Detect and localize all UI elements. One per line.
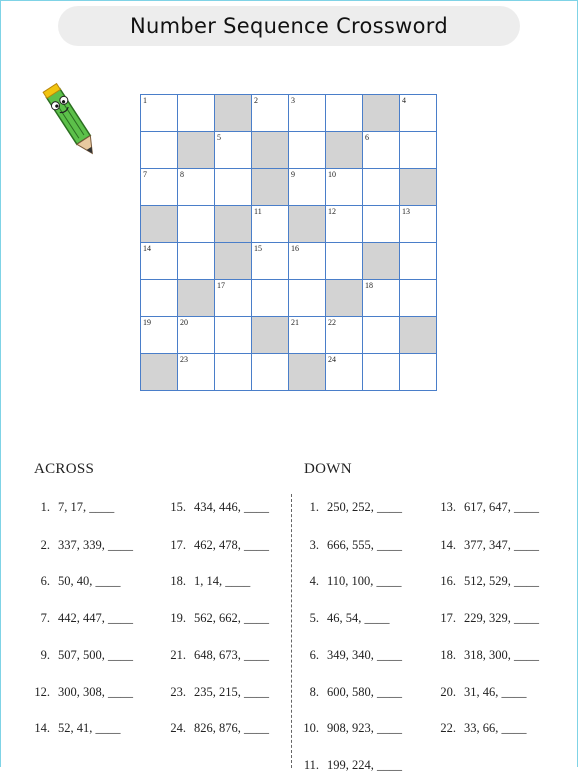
grid-cell[interactable] <box>326 169 363 206</box>
pencil-icon <box>40 74 100 164</box>
clue-number: 22. <box>440 721 456 735</box>
grid-cell[interactable] <box>215 317 252 354</box>
grid-cell[interactable] <box>289 280 326 317</box>
clue-sequence: 7, 17, ____ <box>58 500 115 514</box>
clue-sequence: 512, 529, ____ <box>464 574 539 588</box>
shaded-cell <box>252 169 289 206</box>
grid-cell[interactable] <box>400 132 437 169</box>
cell-number: 23 <box>180 355 188 364</box>
grid-cell[interactable] <box>252 95 289 132</box>
grid-cell[interactable] <box>363 317 400 354</box>
clue-number: 14. <box>440 538 456 552</box>
clue-number: 1. <box>40 500 50 514</box>
shaded-cell <box>141 206 178 243</box>
down-clue <box>297 721 402 736</box>
grid-cell[interactable] <box>215 354 252 391</box>
cell-number: 10 <box>328 170 336 179</box>
clue-sequence: 562, 662, ____ <box>194 611 269 625</box>
cell-number: 17 <box>217 281 225 290</box>
grid-cell[interactable] <box>178 95 215 132</box>
grid-cell[interactable] <box>141 132 178 169</box>
grid-cell[interactable] <box>141 243 178 280</box>
cell-number: 8 <box>180 170 184 179</box>
clue-sequence: 648, 673, ____ <box>194 648 269 662</box>
grid-cell[interactable] <box>141 169 178 206</box>
crossword-grid <box>140 94 437 391</box>
clue-number: 6. <box>40 574 50 588</box>
shaded-cell <box>400 169 437 206</box>
down-clue <box>432 538 539 553</box>
cell-number: 4 <box>402 96 406 105</box>
grid-cell[interactable] <box>400 354 437 391</box>
across-clue <box>162 721 269 736</box>
shaded-cell <box>400 317 437 354</box>
clue-sequence: 666, 555, ____ <box>327 538 402 552</box>
grid-cell[interactable] <box>215 132 252 169</box>
grid-cell[interactable] <box>252 243 289 280</box>
across-heading: ACROSS <box>34 461 95 477</box>
clue-number: 9. <box>40 648 50 662</box>
clue-number: 21. <box>170 648 186 662</box>
shaded-cell <box>289 354 326 391</box>
grid-cell[interactable] <box>326 354 363 391</box>
grid-cell[interactable] <box>363 169 400 206</box>
grid-cell[interactable] <box>215 280 252 317</box>
clue-number: 8. <box>309 685 319 699</box>
clue-sequence: 337, 339, ____ <box>58 538 133 552</box>
grid-cell[interactable] <box>326 317 363 354</box>
shaded-cell <box>252 132 289 169</box>
grid-cell[interactable] <box>289 132 326 169</box>
grid-cell[interactable] <box>178 354 215 391</box>
shaded-cell <box>215 206 252 243</box>
clue-sequence: 377, 347, ____ <box>464 538 539 552</box>
down-clue <box>432 648 539 663</box>
grid-cell[interactable] <box>400 95 437 132</box>
down-clue <box>297 648 402 663</box>
title-bar <box>58 6 520 46</box>
cell-number: 1 <box>143 96 147 105</box>
down-clue <box>432 574 539 589</box>
clue-sequence: 110, 100, ____ <box>327 574 402 588</box>
clue-number: 10. <box>303 721 319 735</box>
grid-cell[interactable] <box>400 280 437 317</box>
grid-cell[interactable] <box>400 206 437 243</box>
clue-sequence: 600, 580, ____ <box>327 685 402 699</box>
clue-sequence: 199, 224, ____ <box>327 758 402 772</box>
clue-sequence: 46, 54, ____ <box>327 611 390 625</box>
cell-number: 16 <box>291 244 299 253</box>
clue-number: 1. <box>309 500 319 514</box>
grid-cell[interactable] <box>363 132 400 169</box>
down-clue <box>432 500 539 515</box>
shaded-cell <box>326 132 363 169</box>
shaded-cell <box>178 132 215 169</box>
clue-sequence: 1, 14, ____ <box>194 574 251 588</box>
clue-number: 23. <box>170 685 186 699</box>
cell-number: 11 <box>254 207 262 216</box>
shaded-cell <box>252 317 289 354</box>
clue-number: 5. <box>309 611 319 625</box>
column-divider <box>291 494 292 768</box>
clue-number: 16. <box>440 574 456 588</box>
clue-number: 7. <box>40 611 50 625</box>
grid-cell[interactable] <box>178 169 215 206</box>
clue-number: 2. <box>40 538 50 552</box>
across-clue <box>28 538 133 553</box>
cell-number: 18 <box>365 281 373 290</box>
clue-sequence: 235, 215, ____ <box>194 685 269 699</box>
clue-sequence: 908, 923, ____ <box>327 721 402 735</box>
shaded-cell <box>363 95 400 132</box>
grid-cell[interactable] <box>252 280 289 317</box>
clue-number: 20. <box>440 685 456 699</box>
clue-sequence: 442, 447, ____ <box>58 611 133 625</box>
shaded-cell <box>141 354 178 391</box>
cell-number: 12 <box>328 207 336 216</box>
clue-number: 11. <box>303 758 319 772</box>
cell-number: 19 <box>143 318 151 327</box>
across-clue <box>28 721 121 736</box>
clue-sequence: 31, 46, ____ <box>464 685 527 699</box>
grid-cell[interactable] <box>289 95 326 132</box>
cell-number: 15 <box>254 244 262 253</box>
across-clue <box>162 574 250 589</box>
cell-number: 13 <box>402 207 410 216</box>
grid-cell[interactable] <box>326 206 363 243</box>
down-clue <box>432 685 527 700</box>
cell-number: 2 <box>254 96 258 105</box>
clue-sequence: 507, 500, ____ <box>58 648 133 662</box>
clue-number: 24. <box>170 721 186 735</box>
across-clue <box>28 500 114 515</box>
clue-number: 17. <box>170 538 186 552</box>
clue-sequence: 300, 308, ____ <box>58 685 133 699</box>
grid-cell[interactable] <box>363 280 400 317</box>
clue-number: 4. <box>309 574 319 588</box>
cell-number: 6 <box>365 133 369 142</box>
clue-sequence: 52, 41, ____ <box>58 721 121 735</box>
across-clue <box>162 648 269 663</box>
cell-number: 20 <box>180 318 188 327</box>
across-clue <box>162 538 269 553</box>
down-clue <box>297 758 402 773</box>
grid-cell[interactable] <box>141 280 178 317</box>
cell-number: 22 <box>328 318 336 327</box>
grid-cell[interactable] <box>289 243 326 280</box>
clue-number: 19. <box>170 611 186 625</box>
cell-number: 24 <box>328 355 336 364</box>
clue-sequence: 434, 446, ____ <box>194 500 269 514</box>
down-clue <box>297 685 402 700</box>
grid-cell[interactable] <box>289 317 326 354</box>
clue-sequence: 229, 329, ____ <box>464 611 539 625</box>
cell-number: 9 <box>291 170 295 179</box>
shaded-cell <box>178 280 215 317</box>
clue-number: 6. <box>309 648 319 662</box>
shaded-cell <box>363 243 400 280</box>
clue-number: 13. <box>440 500 456 514</box>
grid-cell[interactable] <box>326 95 363 132</box>
across-clue <box>162 500 269 515</box>
grid-cell[interactable] <box>141 317 178 354</box>
down-clue <box>297 538 402 553</box>
grid-cell[interactable] <box>252 206 289 243</box>
across-clue <box>28 685 133 700</box>
clue-number: 15. <box>170 500 186 514</box>
cell-number: 7 <box>143 170 147 179</box>
clue-number: 18. <box>440 648 456 662</box>
clue-sequence: 349, 340, ____ <box>327 648 402 662</box>
page-title: Number Sequence Crossword <box>130 14 448 38</box>
clue-sequence: 250, 252, ____ <box>327 500 402 514</box>
down-clue <box>432 721 527 736</box>
grid-cell[interactable] <box>363 206 400 243</box>
down-clue <box>297 611 390 626</box>
grid-cell[interactable] <box>363 354 400 391</box>
cell-number: 5 <box>217 133 221 142</box>
grid-cell[interactable] <box>215 169 252 206</box>
grid-cell[interactable] <box>178 317 215 354</box>
clue-sequence: 33, 66, ____ <box>464 721 527 735</box>
cell-number: 14 <box>143 244 151 253</box>
cell-number: 21 <box>291 318 299 327</box>
clue-number: 18. <box>170 574 186 588</box>
clue-number: 12. <box>34 685 50 699</box>
shaded-cell <box>215 95 252 132</box>
cell-number: 3 <box>291 96 295 105</box>
clue-sequence: 826, 876, ____ <box>194 721 269 735</box>
grid-cell[interactable] <box>289 169 326 206</box>
across-clue <box>162 685 269 700</box>
clue-sequence: 617, 647, ____ <box>464 500 539 514</box>
grid-cell[interactable] <box>252 354 289 391</box>
clue-number: 14. <box>34 721 50 735</box>
across-clue <box>28 574 121 589</box>
clue-number: 3. <box>309 538 319 552</box>
grid-cell[interactable] <box>178 243 215 280</box>
clue-sequence: 318, 300, ____ <box>464 648 539 662</box>
shaded-cell <box>215 243 252 280</box>
grid-cell[interactable] <box>141 95 178 132</box>
down-clue <box>297 500 402 515</box>
down-heading: DOWN <box>304 461 352 477</box>
across-clue <box>28 611 133 626</box>
clue-number: 17. <box>440 611 456 625</box>
across-clue <box>28 648 133 663</box>
down-clue <box>297 574 402 589</box>
grid-cell[interactable] <box>178 206 215 243</box>
across-clue <box>162 611 269 626</box>
clue-sequence: 50, 40, ____ <box>58 574 121 588</box>
shaded-cell <box>289 206 326 243</box>
clue-sequence: 462, 478, ____ <box>194 538 269 552</box>
grid-cell[interactable] <box>400 243 437 280</box>
grid-cell[interactable] <box>326 243 363 280</box>
down-clue <box>432 611 539 626</box>
shaded-cell <box>326 280 363 317</box>
